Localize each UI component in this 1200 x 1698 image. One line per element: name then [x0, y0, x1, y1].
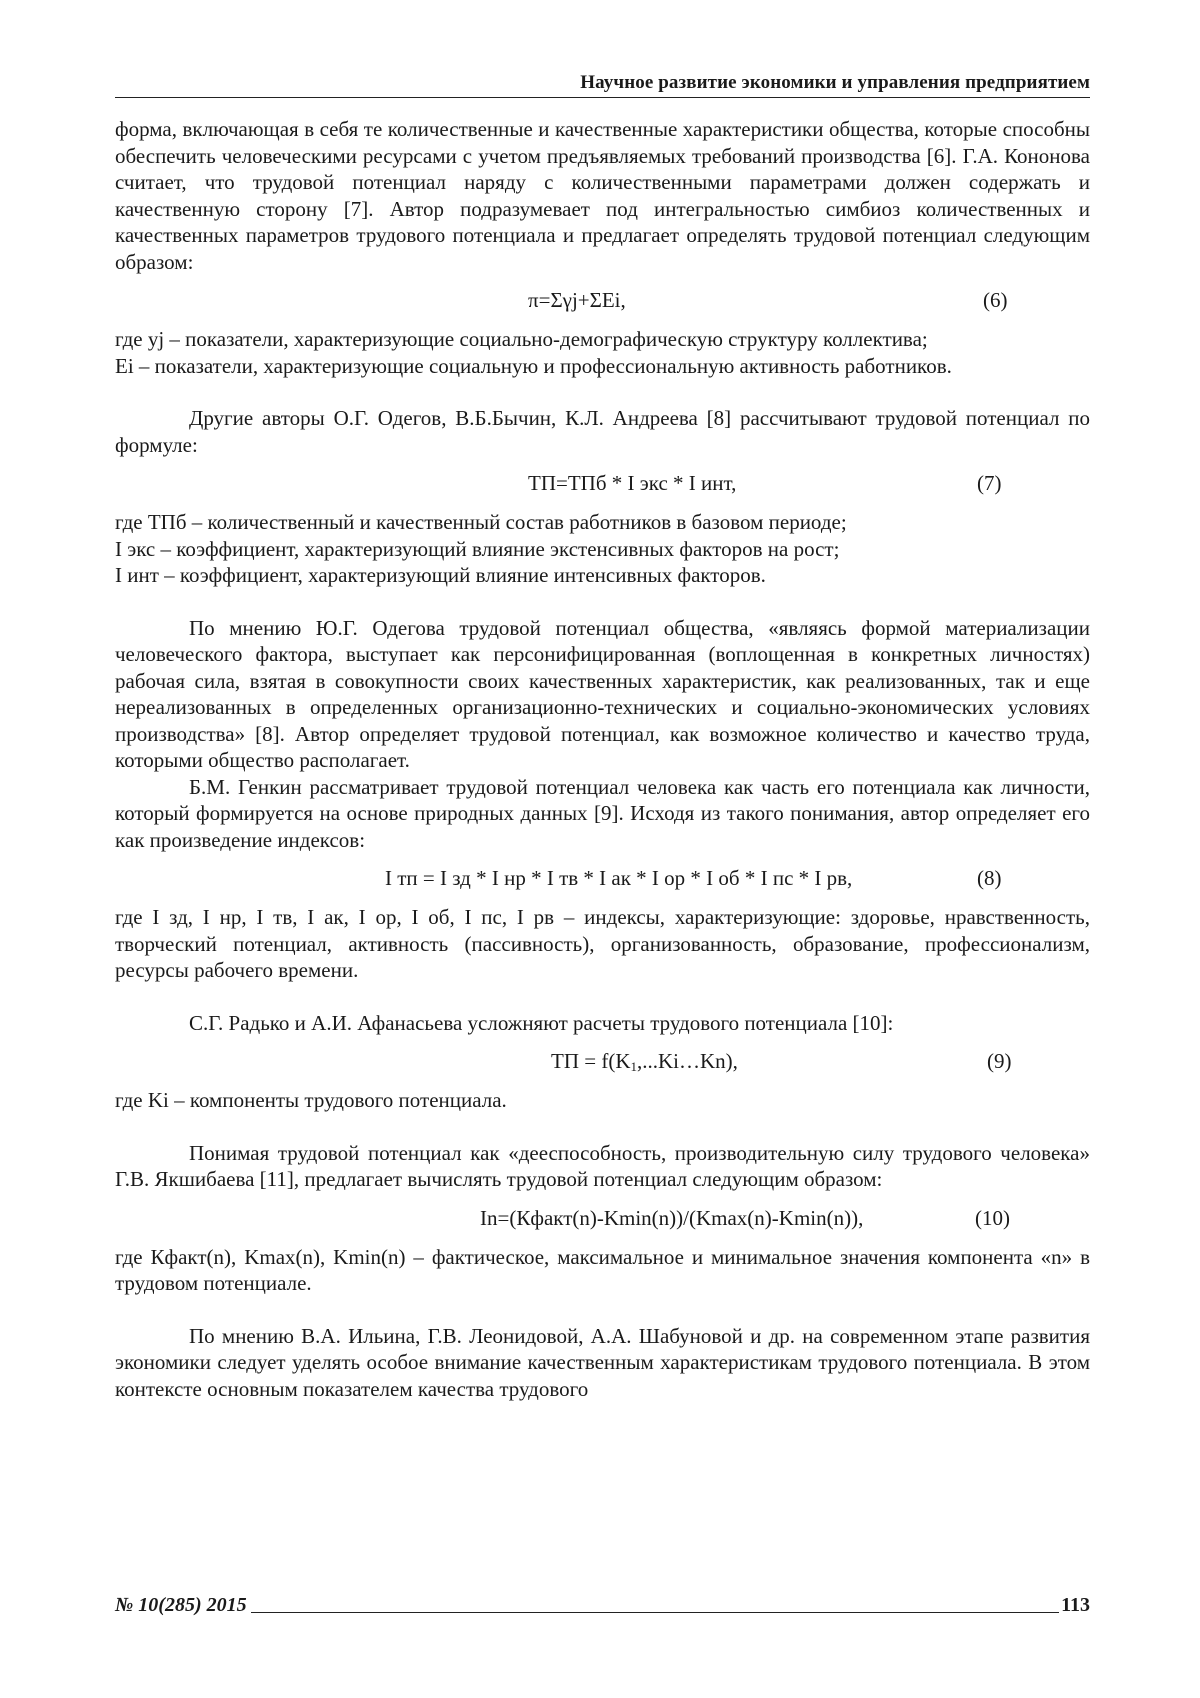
formula-number: (7): [977, 471, 1002, 495]
paragraph: Понимая трудовой потенциал как «дееспособность, производительную силу трудового человека» Г.В. Якшибаева [11], предлагает вычислять трудовой потенциал следующим образом:: [115, 1140, 1090, 1191]
paragraph: Ei – показатели, характеризующие социальную и профессиональную активность работников.: [115, 353, 952, 378]
formula-7: [115, 470, 1090, 497]
paragraph: форма, включающая в себя те количественные и качественные характеристики общества, которые способны обеспечить человеческими ресурсами с учетом предъявляемых требований производства [6]. Г.А. Кононова считает, что трудовой потенциал наряду с количественными параметрами должен содержать и качественную сторону [7]. Автор подразумевает под интегральностью симбиоз количественных и качественных параметров трудового потенциала и предлагает определять трудовой потенциал следующим образом:: [115, 117, 1090, 274]
formula-expression: ТП=ТПб * I экс * I инт,: [528, 471, 737, 495]
article-body: [115, 116, 1090, 1402]
paragraph: По мнению В.А. Ильина, Г.В. Леонидовой, А.А. Шабуновой и др. на современном этапе развития экономики следует уделять особое внимание качественным характеристикам трудового потенциала. В этом контексте основным показателем качества трудового: [115, 1323, 1090, 1401]
formula-10: [115, 1205, 1090, 1232]
footer-rule: [251, 1612, 1059, 1613]
paragraph: где ТПб – количественный и качественный состав работников в базовом периоде;: [115, 510, 847, 534]
formula-expression: π=Σγj+ΣEi,: [528, 288, 626, 312]
paragraph: где Кфакт(n), Kmax(n), Kmin(n) – фактическое, максимальное и минимальное значения компонента «n» в трудовом потенциале.: [115, 1244, 1090, 1295]
formula-number: (10): [975, 1205, 1010, 1230]
issue-number: № 10(285) 2015: [115, 1594, 247, 1616]
running-header: Научное развитие экономики и управления предприятием: [115, 72, 1090, 98]
paragraph: I экс – коэффициент, характеризующий влияние экстенсивных факторов на рост;: [115, 536, 840, 561]
paragraph: где Ki – компоненты трудового потенциала.: [115, 1088, 507, 1112]
paragraph: I инт – коэффициент, характеризующий влияние интенсивных факторов.: [115, 563, 766, 587]
paragraph: По мнению Ю.Г. Одегова трудовой потенциал общества, «являясь формой материализации человеческого фактора, выступает как персонифицированная (воплощенная в конкретных личностях) рабочая сила, взятая в совокупности своих качественных характеристик, как реализованных, так и еще нереализованных в определенных организационно-технических и социально-экономических условиях производства» [8]. Автор определяет трудовой потенциал, как возможное количество и качество труда, которыми общество располагает.: [115, 615, 1090, 772]
formula-number: (9): [987, 1049, 1012, 1073]
formula-expression: In=(Кфакт(n)-Kmin(n))/(Kmax(n)-Kmin(n)),: [480, 1205, 864, 1230]
formula-9: [115, 1048, 1090, 1075]
formula-number: (8): [977, 866, 1002, 890]
formula-8: [115, 865, 1090, 892]
formula-expression: ТП = $f(K_1,...Ki\dots Kn)$,: [551, 1049, 738, 1074]
page-number: 113: [1061, 1594, 1090, 1616]
formula-number: (6): [983, 288, 1008, 312]
formula-expression: I тп = I зд * I нр * I тв * I ак * I ор * I об * I пс * I рв,: [385, 866, 853, 890]
paragraph: Б.М. Генкин рассматривает трудовой потенциал человека как часть его потенциала как личности, который формируется на основе природных данных [9]. Исходя из такого понимания, автор определяет его как произведение индексов:: [115, 774, 1090, 852]
formula-6: [115, 287, 1090, 314]
paragraph: С.Г. Радько и А.И. Афанасьева усложняют расчеты трудового потенциала [10]:: [189, 1010, 894, 1035]
paragraph: где уj – показатели, характеризующие социально-демографическую структуру коллектива;: [115, 327, 928, 351]
running-footer: [115, 1594, 1090, 1617]
paragraph: Другие авторы О.Г. Одегов, В.Б.Бычин, К.Л. Андреева [8] рассчитывают трудовой потенциал по формуле:: [115, 406, 1090, 457]
paragraph: где I зд, I нр, I тв, I ак, I ор, I об, I пс, I рв – индексы, характеризующие: здоровье, нравственность, творческий потенциал, активность (пассивность), организованность, образование, профессионализм, ресурсы рабочего времени.: [115, 905, 1090, 982]
